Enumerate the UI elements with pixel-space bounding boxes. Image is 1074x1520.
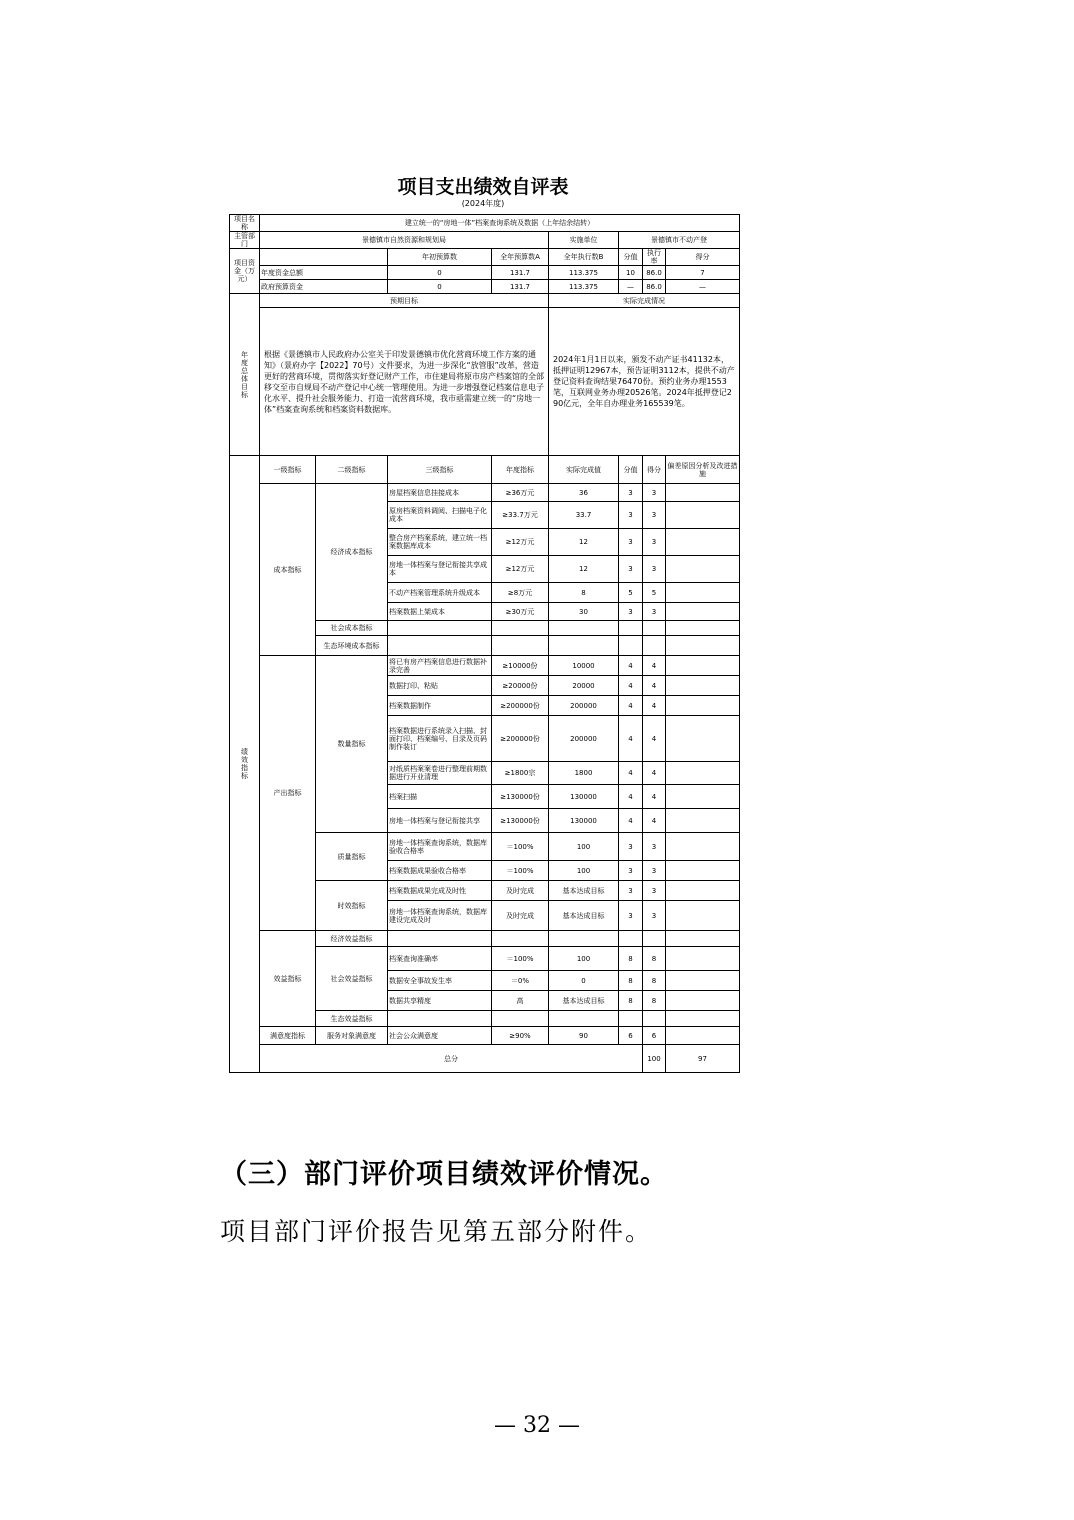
qty-row-2-get: 4 [643,696,666,716]
qual-row-0-actual: 100 [549,833,619,861]
qty-row-1-deviation [666,676,740,696]
qty-row-4-actual: 1800 [549,762,619,785]
benefit-row-2-metric: 数据共享精度 [388,991,492,1011]
eco-cost-level2: 生态环境成本指标 [316,636,388,656]
cost-row-5-actual: 30 [549,603,619,621]
cost-row-2-score: 3 [619,529,643,556]
benefit-row-1-deviation [666,971,740,991]
qty-row-2-score: 4 [619,696,643,716]
qty-row-6-deviation [666,809,740,833]
qty-row-6-metric: 房地一体档案与登记衔接共享 [388,809,492,833]
cost-row-3-get: 3 [643,556,666,583]
econ-benefit-level2: 经济效益指标 [316,931,388,947]
row2-full: 131.7 [492,280,549,294]
benefit-row-2-target: 高 [492,991,549,1011]
qual-row-1-score: 3 [619,861,643,881]
cost-row-3-score: 3 [619,556,643,583]
header-level3: 三级指标 [388,456,492,484]
qty-row-5-target: ≥130000份 [492,785,549,809]
qual-row-1-get: 3 [643,861,666,881]
cost-row-2-actual: 12 [549,529,619,556]
qty-row-6-get: 4 [643,809,666,833]
benefit-row-0-score: 8 [619,947,643,971]
cost-row-3-metric: 房地一体档案与登记衔接共享成本 [388,556,492,583]
cost-row-3-deviation [666,556,740,583]
qty-row-4-get: 4 [643,762,666,785]
cost-row-1-target: ≥33.7万元 [492,502,549,529]
qual-row-1-deviation [666,861,740,881]
satisfaction-row-score: 6 [619,1027,643,1045]
expected-label: 预期目标 [260,294,549,308]
benefit-row-0-deviation [666,947,740,971]
benefit-row-0-actual: 100 [549,947,619,971]
eco-benefit-blank-1 [492,1011,549,1027]
actual-result-text: 2024年1月1日以来，颁发不动产证书41132本，抵押证明12967本，预告证明3112本，提供不动产登记资料查询结果76470份。预约业务办理1553笔，互联网业务办理20526笔。2024年抵押登记290亿元，全年自办理业务165539笔。 [549,308,740,456]
time-row-0-target: 及时完成 [492,881,549,901]
eco-benefit-blank-3 [619,1011,643,1027]
col-initial: 年初预算数 [388,249,492,266]
benefit-level1: 效益指标 [260,931,316,1027]
cost-row-1-metric: 原房档案资料调阅、扫描电子化成本 [388,502,492,529]
cost-row-1-actual: 33.7 [549,502,619,529]
satisfaction-level1: 满意度指标 [260,1027,316,1045]
cost-row-5-target: ≥30万元 [492,603,549,621]
self-evaluation-table [229,214,740,1073]
qty-row-2-target: ≥200000份 [492,696,549,716]
output-level1: 产出指标 [260,656,316,931]
time-row-0-deviation [666,881,740,901]
eco-benefit-blank-0 [388,1011,492,1027]
qual-row-0-deviation [666,833,740,861]
social-cost-blank-0 [388,621,492,636]
qty-row-0-get: 4 [643,656,666,676]
qual-row-0-metric: 房地一体档案查询系统，数据库验收合格率 [388,833,492,861]
qual-row-0-get: 3 [643,833,666,861]
qty-row-3-metric: 档案数据进行系统录入扫描、封面打印、档案编号、目录及页码制作装订 [388,716,492,762]
cost-row-4-get: 5 [643,583,666,603]
goals-side-label: 年度总体目标 [230,294,260,456]
cost-row-4-metric: 不动产档案管理系统升级成本 [388,583,492,603]
eco-cost-blank-0 [388,636,492,656]
qty-row-4-deviation [666,762,740,785]
header-level1: 一级指标 [260,456,316,484]
project-name-label: 项目名称 [230,215,260,232]
eco-cost-blank-5 [666,636,740,656]
cost-row-5-get: 3 [643,603,666,621]
qty-row-5-deviation [666,785,740,809]
qual-row-1-metric: 档案数据成果验收合格率 [388,861,492,881]
impl-label: 实施单位 [549,232,619,249]
perf-side-label: 绩效指标 [230,456,260,1073]
time-row-1-metric: 房地一体档案查询系统，数据库建设完成及时 [388,901,492,931]
cost-row-3-actual: 12 [549,556,619,583]
social-cost-blank-2 [549,621,619,636]
header-score: 分值 [619,456,643,484]
cost-row-0-metric: 房屋档案信息挂接成本 [388,484,492,502]
col-rate: 执行率 [643,249,666,266]
qty-row-1-metric: 数据打印、粘贴 [388,676,492,696]
header-level2: 二级指标 [316,456,388,484]
eco-benefit-level2: 生态效益指标 [316,1011,388,1027]
time-row-0-actual: 基本达成目标 [549,881,619,901]
page-number: — 32 — [494,1413,580,1438]
row1-get: 7 [666,266,740,280]
time-row-0-metric: 档案数据成果完成及时性 [388,881,492,901]
row2-score: — [619,280,643,294]
impl-value: 景德镇市不动产登 [619,232,740,249]
cost-level1: 成本指标 [260,484,316,656]
col-exec: 全年执行数B [549,249,619,266]
row1-rate: 86.0 [643,266,666,280]
satisfaction-level2: 服务对象满意度 [316,1027,388,1045]
col-get: 得分 [666,249,740,266]
qty-row-0-actual: 10000 [549,656,619,676]
row2-get: — [666,280,740,294]
section-heading: （三）部门评价项目绩效评价情况。 [220,1159,668,1190]
time-row-0-get: 3 [643,881,666,901]
qty-row-0-deviation [666,656,740,676]
time-row-1-score: 3 [619,901,643,931]
qty-row-4-metric: 对纸质档案案卷进行整理前期数据进行开业清理 [388,762,492,785]
expected-goal-text: 根据《景德镇市人民政府办公室关于印发景德镇市优化营商环境工作方案的通知》（景府办字【2022】70号）文件要求，为进一步深化“放管服”改革，营造更好的营商环境，贯彻落实好登记财产工作，市住建局将原市房产档案馆的全部移交至市自规局不动产登记中心统一管理使用。为进一步增强登记档案信息电子化水平、提升社会服务能力、打造一流营商环境，我市亟需建立统一的“房地一体”档案查询系统和档案资料数据库。 [260,308,549,456]
benefit-row-2-get: 8 [643,991,666,1011]
satisfaction-row-actual: 90 [549,1027,619,1045]
actual-label: 实际完成情况 [549,294,740,308]
social-cost-level2: 社会成本指标 [316,621,388,636]
time-row-1-actual: 基本达成目标 [549,901,619,931]
qty-row-1-score: 4 [619,676,643,696]
time-row-1-target: 及时完成 [492,901,549,931]
qual-row-0-target: ＝100% [492,833,549,861]
header-deviation: 偏差原因分析及改进措施 [666,456,740,484]
econ-benefit-blank-1 [492,931,549,947]
cost-row-3-target: ≥12万元 [492,556,549,583]
report-year: (2024年度) [461,199,505,208]
section-paragraph: 项目部门评价报告见第五部分附件。 [220,1217,653,1246]
qty-row-3-deviation [666,716,740,762]
cost-row-1-get: 3 [643,502,666,529]
qty-row-2-metric: 档案数据制作 [388,696,492,716]
econ-benefit-blank-0 [388,931,492,947]
cost-row-4-actual: 8 [549,583,619,603]
row1-exec: 113.375 [549,266,619,280]
funds-label: 项目资金（万元） [230,249,260,294]
benefit-row-0-metric: 档案查询准确率 [388,947,492,971]
econ-benefit-blank-3 [619,931,643,947]
benefit-row-1-get: 8 [643,971,666,991]
benefit-row-1-target: ＝0% [492,971,549,991]
cost-row-4-deviation [666,583,740,603]
qty-row-3-score: 4 [619,716,643,762]
qty-row-5-metric: 档案扫描 [388,785,492,809]
qty-row-1-target: ≥20000份 [492,676,549,696]
benefit-row-2-score: 8 [619,991,643,1011]
econ-benefit-blank-4 [643,931,666,947]
quality-level2: 质量指标 [316,833,388,881]
eco-cost-blank-2 [549,636,619,656]
benefit-row-2-deviation [666,991,740,1011]
total-score: 100 [643,1045,666,1073]
cost-row-0-score: 3 [619,484,643,502]
cost-row-2-target: ≥12万元 [492,529,549,556]
header-actual: 实际完成值 [549,456,619,484]
satisfaction-row-deviation [666,1027,740,1045]
benefit-row-1-score: 8 [619,971,643,991]
cost-row-2-get: 3 [643,529,666,556]
cost-row-4-target: ≥8万元 [492,583,549,603]
dept-label: 主管部门 [230,232,260,249]
qty-row-6-target: ≥130000份 [492,809,549,833]
social-cost-blank-3 [619,621,643,636]
qual-row-0-score: 3 [619,833,643,861]
project-name: 建立统一的“房地一体”档案查询系统及数据（上年结余结转） [260,215,740,232]
cost-row-4-score: 5 [619,583,643,603]
qty-row-6-actual: 130000 [549,809,619,833]
row2-initial: 0 [388,280,492,294]
eco-cost-blank-4 [643,636,666,656]
social-cost-blank-1 [492,621,549,636]
satisfaction-row-get: 6 [643,1027,666,1045]
qty-row-3-get: 4 [643,716,666,762]
social-cost-blank-4 [643,621,666,636]
eco-cost-blank-1 [492,636,549,656]
cost-row-5-metric: 档案数据上架成本 [388,603,492,621]
quantity-level2: 数量指标 [316,656,388,833]
qty-row-5-actual: 130000 [549,785,619,809]
cost-row-1-deviation [666,502,740,529]
eco-cost-blank-3 [619,636,643,656]
qty-row-3-actual: 200000 [549,716,619,762]
cost-row-0-get: 3 [643,484,666,502]
timeliness-level2: 时效指标 [316,881,388,931]
benefit-row-2-actual: 基本达成目标 [549,991,619,1011]
eco-benefit-blank-2 [549,1011,619,1027]
row1-full: 131.7 [492,266,549,280]
time-row-1-get: 3 [643,901,666,931]
qty-row-2-actual: 200000 [549,696,619,716]
cost-row-0-actual: 36 [549,484,619,502]
qty-row-4-score: 4 [619,762,643,785]
cost-row-5-deviation [666,603,740,621]
qty-row-3-target: ≥200000份 [492,716,549,762]
eco-benefit-blank-4 [643,1011,666,1027]
benefit-row-0-target: ＝100% [492,947,549,971]
qty-row-0-score: 4 [619,656,643,676]
header-target: 年度指标 [492,456,549,484]
econ-benefit-blank-5 [666,931,740,947]
row2-rate: 86.0 [643,280,666,294]
cost-row-0-deviation [666,484,740,502]
header-get: 得分 [643,456,666,484]
col-full: 全年预算数A [492,249,549,266]
cost-row-5-score: 3 [619,603,643,621]
qty-row-1-actual: 20000 [549,676,619,696]
qty-row-1-get: 4 [643,676,666,696]
satisfaction-row-target: ≥90% [492,1027,549,1045]
qty-row-5-get: 4 [643,785,666,809]
cost-row-2-metric: 整合房产档案系统，建立统一档案数据库成本 [388,529,492,556]
qty-row-5-score: 4 [619,785,643,809]
page-title: 项目支出绩效自评表 [397,176,569,198]
qual-row-1-target: ＝100% [492,861,549,881]
qty-row-0-target: ≥10000份 [492,656,549,676]
cost-row-1-score: 3 [619,502,643,529]
econ-benefit-blank-2 [549,931,619,947]
qty-row-6-score: 4 [619,809,643,833]
row1-initial: 0 [388,266,492,280]
eco-benefit-blank-5 [666,1011,740,1027]
row2-exec: 113.375 [549,280,619,294]
econ-cost-level2: 经济成本指标 [316,484,388,621]
qty-row-0-metric: 将已有房产档案信息进行数据补录完善 [388,656,492,676]
dept-value: 景德镇市自然资源和规划局 [260,232,549,249]
benefit-row-0-get: 8 [643,947,666,971]
cost-row-0-target: ≥36万元 [492,484,549,502]
satisfaction-row-metric: 社会公众满意度 [388,1027,492,1045]
time-row-0-score: 3 [619,881,643,901]
cost-row-2-deviation [666,529,740,556]
col-score: 分值 [619,249,643,266]
total-label: 总分 [260,1045,643,1073]
time-row-1-deviation [666,901,740,931]
row1-score: 10 [619,266,643,280]
row1-label: 年度资金总额 [260,266,388,280]
row2-label: 政府预算资金 [260,280,388,294]
total-get: 97 [666,1045,740,1073]
qty-row-4-target: ≥1800宗 [492,762,549,785]
qty-row-2-deviation [666,696,740,716]
social-benefit-level2: 社会效益指标 [316,947,388,1011]
qual-row-1-actual: 100 [549,861,619,881]
benefit-row-1-actual: 0 [549,971,619,991]
social-cost-blank-5 [666,621,740,636]
benefit-row-1-metric: 数据安全事故发生率 [388,971,492,991]
